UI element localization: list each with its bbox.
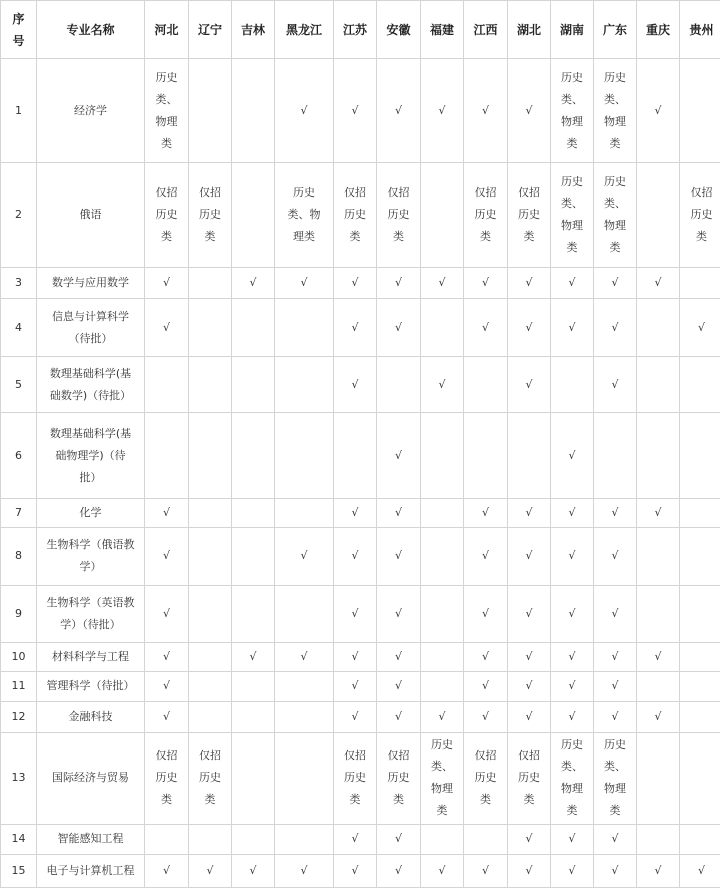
enrollment-cell: √ xyxy=(334,671,377,702)
table-row xyxy=(1,671,720,702)
enrollment-cell: √ xyxy=(145,671,189,702)
enrollment-cell: √ xyxy=(464,527,508,585)
enrollment-cell: √ xyxy=(377,702,421,733)
row-index: 2 xyxy=(1,163,37,268)
header-province-9: 江西 xyxy=(464,1,508,59)
enrollment-cell: 仅招 历史 类 xyxy=(189,163,232,268)
enrollment-cell: √ xyxy=(637,642,680,671)
enrollment-cell xyxy=(680,498,720,527)
major-name-cell: 数理基础科学(基 础数学)（待批） xyxy=(37,357,145,413)
header-province-6: 江苏 xyxy=(334,1,377,59)
enrollment-cell xyxy=(145,824,189,855)
enrollment-cell: √ xyxy=(334,642,377,671)
enrollment-cell xyxy=(275,298,334,356)
enrollment-cell xyxy=(680,671,720,702)
enrollment-cell xyxy=(377,357,421,413)
enrollment-cell xyxy=(189,702,232,733)
major-name-cell: 经济学 xyxy=(37,59,145,163)
enrollment-cell: √ xyxy=(232,268,275,299)
enrollment-cell xyxy=(232,163,275,268)
enrollment-cell: √ xyxy=(377,671,421,702)
enrollment-cell: √ xyxy=(464,498,508,527)
enrollment-cell: √ xyxy=(551,268,594,299)
header-province-11: 湖南 xyxy=(551,1,594,59)
enrollment-cell: √ xyxy=(189,855,232,888)
enrollment-cell xyxy=(680,732,720,824)
row-index: 12 xyxy=(1,702,37,733)
enrollment-cell: √ xyxy=(377,855,421,888)
table-row xyxy=(1,527,720,585)
enrollment-cell: √ xyxy=(680,855,720,888)
enrollment-cell: √ xyxy=(464,855,508,888)
enrollment-cell: √ xyxy=(145,527,189,585)
enrollment-cell xyxy=(275,732,334,824)
enrollment-cell: √ xyxy=(508,824,551,855)
header-province-12: 广东 xyxy=(594,1,637,59)
enrollment-cell: √ xyxy=(464,268,508,299)
enrollment-cell xyxy=(189,527,232,585)
enrollment-cell xyxy=(421,498,464,527)
enrollment-cell: √ xyxy=(145,498,189,527)
enrollment-cell: 仅招 历史 类 xyxy=(377,732,421,824)
enrollment-cell: √ xyxy=(594,855,637,888)
table-row xyxy=(1,702,720,733)
enrollment-cell: √ xyxy=(508,59,551,163)
enrollment-cell: √ xyxy=(334,527,377,585)
header-province-8: 福建 xyxy=(421,1,464,59)
enrollment-cell: 历史 类、 物理 类 xyxy=(421,732,464,824)
enrollment-cell xyxy=(680,824,720,855)
enrollment-cell xyxy=(680,585,720,642)
enrollment-cell xyxy=(232,702,275,733)
enrollment-cell: √ xyxy=(377,527,421,585)
table-row xyxy=(1,732,720,824)
enrollment-cell: 仅招 历史 类 xyxy=(334,163,377,268)
row-index: 5 xyxy=(1,357,37,413)
enrollment-cell: √ xyxy=(551,527,594,585)
enrollment-cell: √ xyxy=(421,59,464,163)
enrollment-cell xyxy=(232,498,275,527)
enrollment-cell xyxy=(680,268,720,299)
header-province-14: 贵州 xyxy=(680,1,720,59)
enrollment-cell: √ xyxy=(464,59,508,163)
major-name-cell: 化学 xyxy=(37,498,145,527)
enrollment-cell xyxy=(421,671,464,702)
enrollment-cell: √ xyxy=(637,268,680,299)
enrollment-cell xyxy=(189,585,232,642)
table-row xyxy=(1,824,720,855)
enrollment-cell: √ xyxy=(594,498,637,527)
enrollment-cell: √ xyxy=(594,585,637,642)
enrollment-cell: √ xyxy=(594,824,637,855)
enrollment-cell: 历史 类、 物理 类 xyxy=(551,59,594,163)
row-index: 15 xyxy=(1,855,37,888)
enrollment-cell xyxy=(637,298,680,356)
enrollment-cell: √ xyxy=(421,268,464,299)
enrollment-cell: √ xyxy=(421,702,464,733)
enrollment-cell: 历史 类、 物理 类 xyxy=(594,163,637,268)
enrollment-cell: √ xyxy=(508,268,551,299)
enrollment-cell xyxy=(421,642,464,671)
major-name-cell: 数理基础科学(基 础物理学)（待 批） xyxy=(37,413,145,499)
enrollment-cell: √ xyxy=(680,298,720,356)
enrollment-cell: √ xyxy=(275,855,334,888)
enrollment-cell: √ xyxy=(594,268,637,299)
table-row xyxy=(1,298,720,356)
enrollment-cell xyxy=(189,268,232,299)
enrollment-cell xyxy=(189,298,232,356)
enrollment-cell xyxy=(637,585,680,642)
enrollment-cell xyxy=(464,824,508,855)
enrollment-cell xyxy=(189,498,232,527)
enrollment-cell: √ xyxy=(508,498,551,527)
enrollment-cell xyxy=(594,413,637,499)
enrollment-cell: √ xyxy=(551,671,594,702)
enrollment-cell xyxy=(637,732,680,824)
enrollment-cell: √ xyxy=(377,59,421,163)
enrollment-cell xyxy=(637,163,680,268)
enrollment-cell: √ xyxy=(551,298,594,356)
enrollment-cell: √ xyxy=(551,642,594,671)
header-row xyxy=(1,1,720,59)
enrollment-cell: √ xyxy=(334,59,377,163)
enrollment-cell xyxy=(275,413,334,499)
table-row xyxy=(1,413,720,499)
row-index: 4 xyxy=(1,298,37,356)
enrollment-cell: √ xyxy=(551,702,594,733)
enrollment-cell xyxy=(275,585,334,642)
enrollment-cell xyxy=(508,413,551,499)
enrollment-cell xyxy=(464,357,508,413)
major-name-cell: 信息与计算科学 （待批） xyxy=(37,298,145,356)
enrollment-cell: 仅招 历史 类 xyxy=(189,732,232,824)
row-index: 9 xyxy=(1,585,37,642)
enrollment-cell xyxy=(232,585,275,642)
enrollment-cell xyxy=(189,671,232,702)
enrollment-cell: 历史 类、 物理 类 xyxy=(145,59,189,163)
enrollment-cell: √ xyxy=(377,298,421,356)
enrollment-cell: 仅招 历史 类 xyxy=(334,732,377,824)
enrollment-cell: √ xyxy=(275,268,334,299)
row-index: 3 xyxy=(1,268,37,299)
table-row xyxy=(1,855,720,888)
enrollment-cell: √ xyxy=(377,268,421,299)
table-row xyxy=(1,357,720,413)
enrollment-cell: √ xyxy=(421,357,464,413)
enrollment-cell xyxy=(421,824,464,855)
enrollment-cell xyxy=(275,702,334,733)
enrollment-cell: √ xyxy=(377,585,421,642)
header-province-10: 湖北 xyxy=(508,1,551,59)
enrollment-cell: √ xyxy=(551,413,594,499)
enrollment-cell: √ xyxy=(464,671,508,702)
header-province-3: 辽宁 xyxy=(189,1,232,59)
enrollment-cell xyxy=(275,357,334,413)
table-row xyxy=(1,498,720,527)
table-row xyxy=(1,268,720,299)
table-row xyxy=(1,585,720,642)
enrollment-cell xyxy=(680,527,720,585)
enrollment-cell xyxy=(189,824,232,855)
enrollment-cell xyxy=(421,585,464,642)
row-index: 7 xyxy=(1,498,37,527)
enrollment-cell xyxy=(637,413,680,499)
major-name-cell: 管理科学（待批） xyxy=(37,671,145,702)
enrollment-cell: √ xyxy=(551,824,594,855)
enrollment-cell: 仅招 历史 类 xyxy=(377,163,421,268)
enrollment-cell: 仅招 历史 类 xyxy=(508,163,551,268)
enrollment-cell: √ xyxy=(508,671,551,702)
major-name-cell: 材料科学与工程 xyxy=(37,642,145,671)
enrollment-cell xyxy=(232,671,275,702)
row-index: 10 xyxy=(1,642,37,671)
enrollment-cell xyxy=(189,59,232,163)
enrollment-cell xyxy=(680,413,720,499)
enrollment-cell xyxy=(232,413,275,499)
enrollment-cell xyxy=(275,671,334,702)
enrollment-cell: √ xyxy=(594,671,637,702)
enrollment-cell: √ xyxy=(145,642,189,671)
enrollment-cell xyxy=(464,413,508,499)
enrollment-cell: √ xyxy=(334,702,377,733)
enrollment-cell xyxy=(551,357,594,413)
enrollment-cell: √ xyxy=(551,855,594,888)
header-index: 序 号 xyxy=(1,1,37,59)
enrollment-cell: √ xyxy=(334,585,377,642)
enrollment-cell: √ xyxy=(594,702,637,733)
enrollment-cell: √ xyxy=(508,642,551,671)
enrollment-cell: 历史 类、 物理 类 xyxy=(594,59,637,163)
enrollment-cell: √ xyxy=(334,498,377,527)
enrollment-cell xyxy=(680,642,720,671)
enrollment-cell: √ xyxy=(377,642,421,671)
row-index: 1 xyxy=(1,59,37,163)
enrollment-cell: √ xyxy=(145,585,189,642)
enrollment-cell: √ xyxy=(464,585,508,642)
enrollment-cell: √ xyxy=(232,642,275,671)
enrollment-cell: 仅招 历史 类 xyxy=(145,732,189,824)
enrollment-cell: √ xyxy=(334,268,377,299)
enrollment-cell xyxy=(421,527,464,585)
enrollment-cell xyxy=(637,357,680,413)
enrollment-cell xyxy=(189,642,232,671)
row-index: 8 xyxy=(1,527,37,585)
enrollment-cell: √ xyxy=(145,268,189,299)
major-name-cell: 国际经济与贸易 xyxy=(37,732,145,824)
enrollment-cell: √ xyxy=(145,298,189,356)
enrollment-cell: √ xyxy=(637,855,680,888)
enrollment-cell: 历史 类、 物理 类 xyxy=(594,732,637,824)
enrollment-cell: √ xyxy=(145,702,189,733)
enrollment-cell xyxy=(421,298,464,356)
enrollment-cell xyxy=(421,413,464,499)
enrollment-cell: √ xyxy=(421,855,464,888)
enrollment-cell: √ xyxy=(145,855,189,888)
enrollment-cell xyxy=(680,702,720,733)
enrollment-cell: √ xyxy=(275,642,334,671)
header-province-4: 吉林 xyxy=(232,1,275,59)
major-name-cell: 生物科学（英语教 学）（待批） xyxy=(37,585,145,642)
major-name-cell: 俄语 xyxy=(37,163,145,268)
enrollment-cell: 历史 类、物 理类 xyxy=(275,163,334,268)
enrollment-cell: √ xyxy=(334,824,377,855)
major-name-cell: 电子与计算机工程 xyxy=(37,855,145,888)
enrollment-cell xyxy=(232,527,275,585)
header-province-7: 安徽 xyxy=(377,1,421,59)
enrollment-cell xyxy=(334,413,377,499)
enrollment-cell: √ xyxy=(637,59,680,163)
header-province-13: 重庆 xyxy=(637,1,680,59)
enrollment-cell: √ xyxy=(334,357,377,413)
enrollment-cell: √ xyxy=(508,357,551,413)
row-index: 11 xyxy=(1,671,37,702)
header-major-name: 专业名称 xyxy=(37,1,145,59)
enrollment-cell: 仅招 历史 类 xyxy=(464,163,508,268)
major-name-cell: 金融科技 xyxy=(37,702,145,733)
enrollment-cell xyxy=(145,413,189,499)
enrollment-cell xyxy=(145,357,189,413)
major-name-cell: 生物科学（俄语教 学） xyxy=(37,527,145,585)
enrollment-cell xyxy=(189,357,232,413)
enrollment-cell: √ xyxy=(334,855,377,888)
enrollment-cell xyxy=(680,357,720,413)
table-body xyxy=(1,59,720,888)
table-row xyxy=(1,642,720,671)
enrollment-cell xyxy=(232,298,275,356)
enrollment-cell xyxy=(637,824,680,855)
table-row xyxy=(1,59,720,163)
enrollment-cell: √ xyxy=(508,527,551,585)
enrollment-cell: 仅招 历史 类 xyxy=(508,732,551,824)
enrollment-cell xyxy=(637,527,680,585)
enrollment-cell: √ xyxy=(594,527,637,585)
enrollment-cell xyxy=(232,824,275,855)
enrollment-cell: √ xyxy=(334,298,377,356)
enrollment-cell: √ xyxy=(464,702,508,733)
enrollment-cell xyxy=(232,732,275,824)
enrollment-cell: √ xyxy=(594,298,637,356)
enrollment-cell xyxy=(232,357,275,413)
table-row xyxy=(1,163,720,268)
enrollment-cell: √ xyxy=(464,642,508,671)
enrollment-cell: √ xyxy=(377,498,421,527)
enrollment-cell xyxy=(680,59,720,163)
enrollment-cell: 仅招 历史 类 xyxy=(464,732,508,824)
enrollment-cell: √ xyxy=(508,585,551,642)
header-province-5: 黑龙江 xyxy=(275,1,334,59)
enrollment-cell xyxy=(232,59,275,163)
enrollment-cell: √ xyxy=(464,298,508,356)
enrollment-cell xyxy=(275,824,334,855)
table-header xyxy=(1,1,720,59)
row-index: 13 xyxy=(1,732,37,824)
major-name-cell: 智能感知工程 xyxy=(37,824,145,855)
enrollment-cell xyxy=(275,498,334,527)
enrollment-cell: √ xyxy=(637,498,680,527)
enrollment-cell: 仅招 历史 类 xyxy=(680,163,720,268)
enrollment-cell xyxy=(421,163,464,268)
enrollment-cell xyxy=(189,413,232,499)
enrollment-cell: √ xyxy=(508,298,551,356)
enrollment-cell xyxy=(637,671,680,702)
enrollment-cell: √ xyxy=(594,357,637,413)
enrollment-cell: √ xyxy=(275,527,334,585)
enrollment-cell: √ xyxy=(508,855,551,888)
enrollment-cell: 仅招 历史 类 xyxy=(145,163,189,268)
enrollment-cell: √ xyxy=(551,498,594,527)
row-index: 6 xyxy=(1,413,37,499)
enrollment-cell: √ xyxy=(508,702,551,733)
enrollment-cell: √ xyxy=(377,824,421,855)
enrollment-cell: √ xyxy=(232,855,275,888)
enrollment-cell: 历史 类、 物理 类 xyxy=(551,163,594,268)
row-index: 14 xyxy=(1,824,37,855)
enrollment-cell: √ xyxy=(594,642,637,671)
header-province-2: 河北 xyxy=(145,1,189,59)
enrollment-cell: √ xyxy=(275,59,334,163)
enrollment-cell: 历史 类、 物理 类 xyxy=(551,732,594,824)
enrollment-cell: √ xyxy=(551,585,594,642)
enrollment-cell: √ xyxy=(377,413,421,499)
enrollment-cell: √ xyxy=(637,702,680,733)
major-name-cell: 数学与应用数学 xyxy=(37,268,145,299)
